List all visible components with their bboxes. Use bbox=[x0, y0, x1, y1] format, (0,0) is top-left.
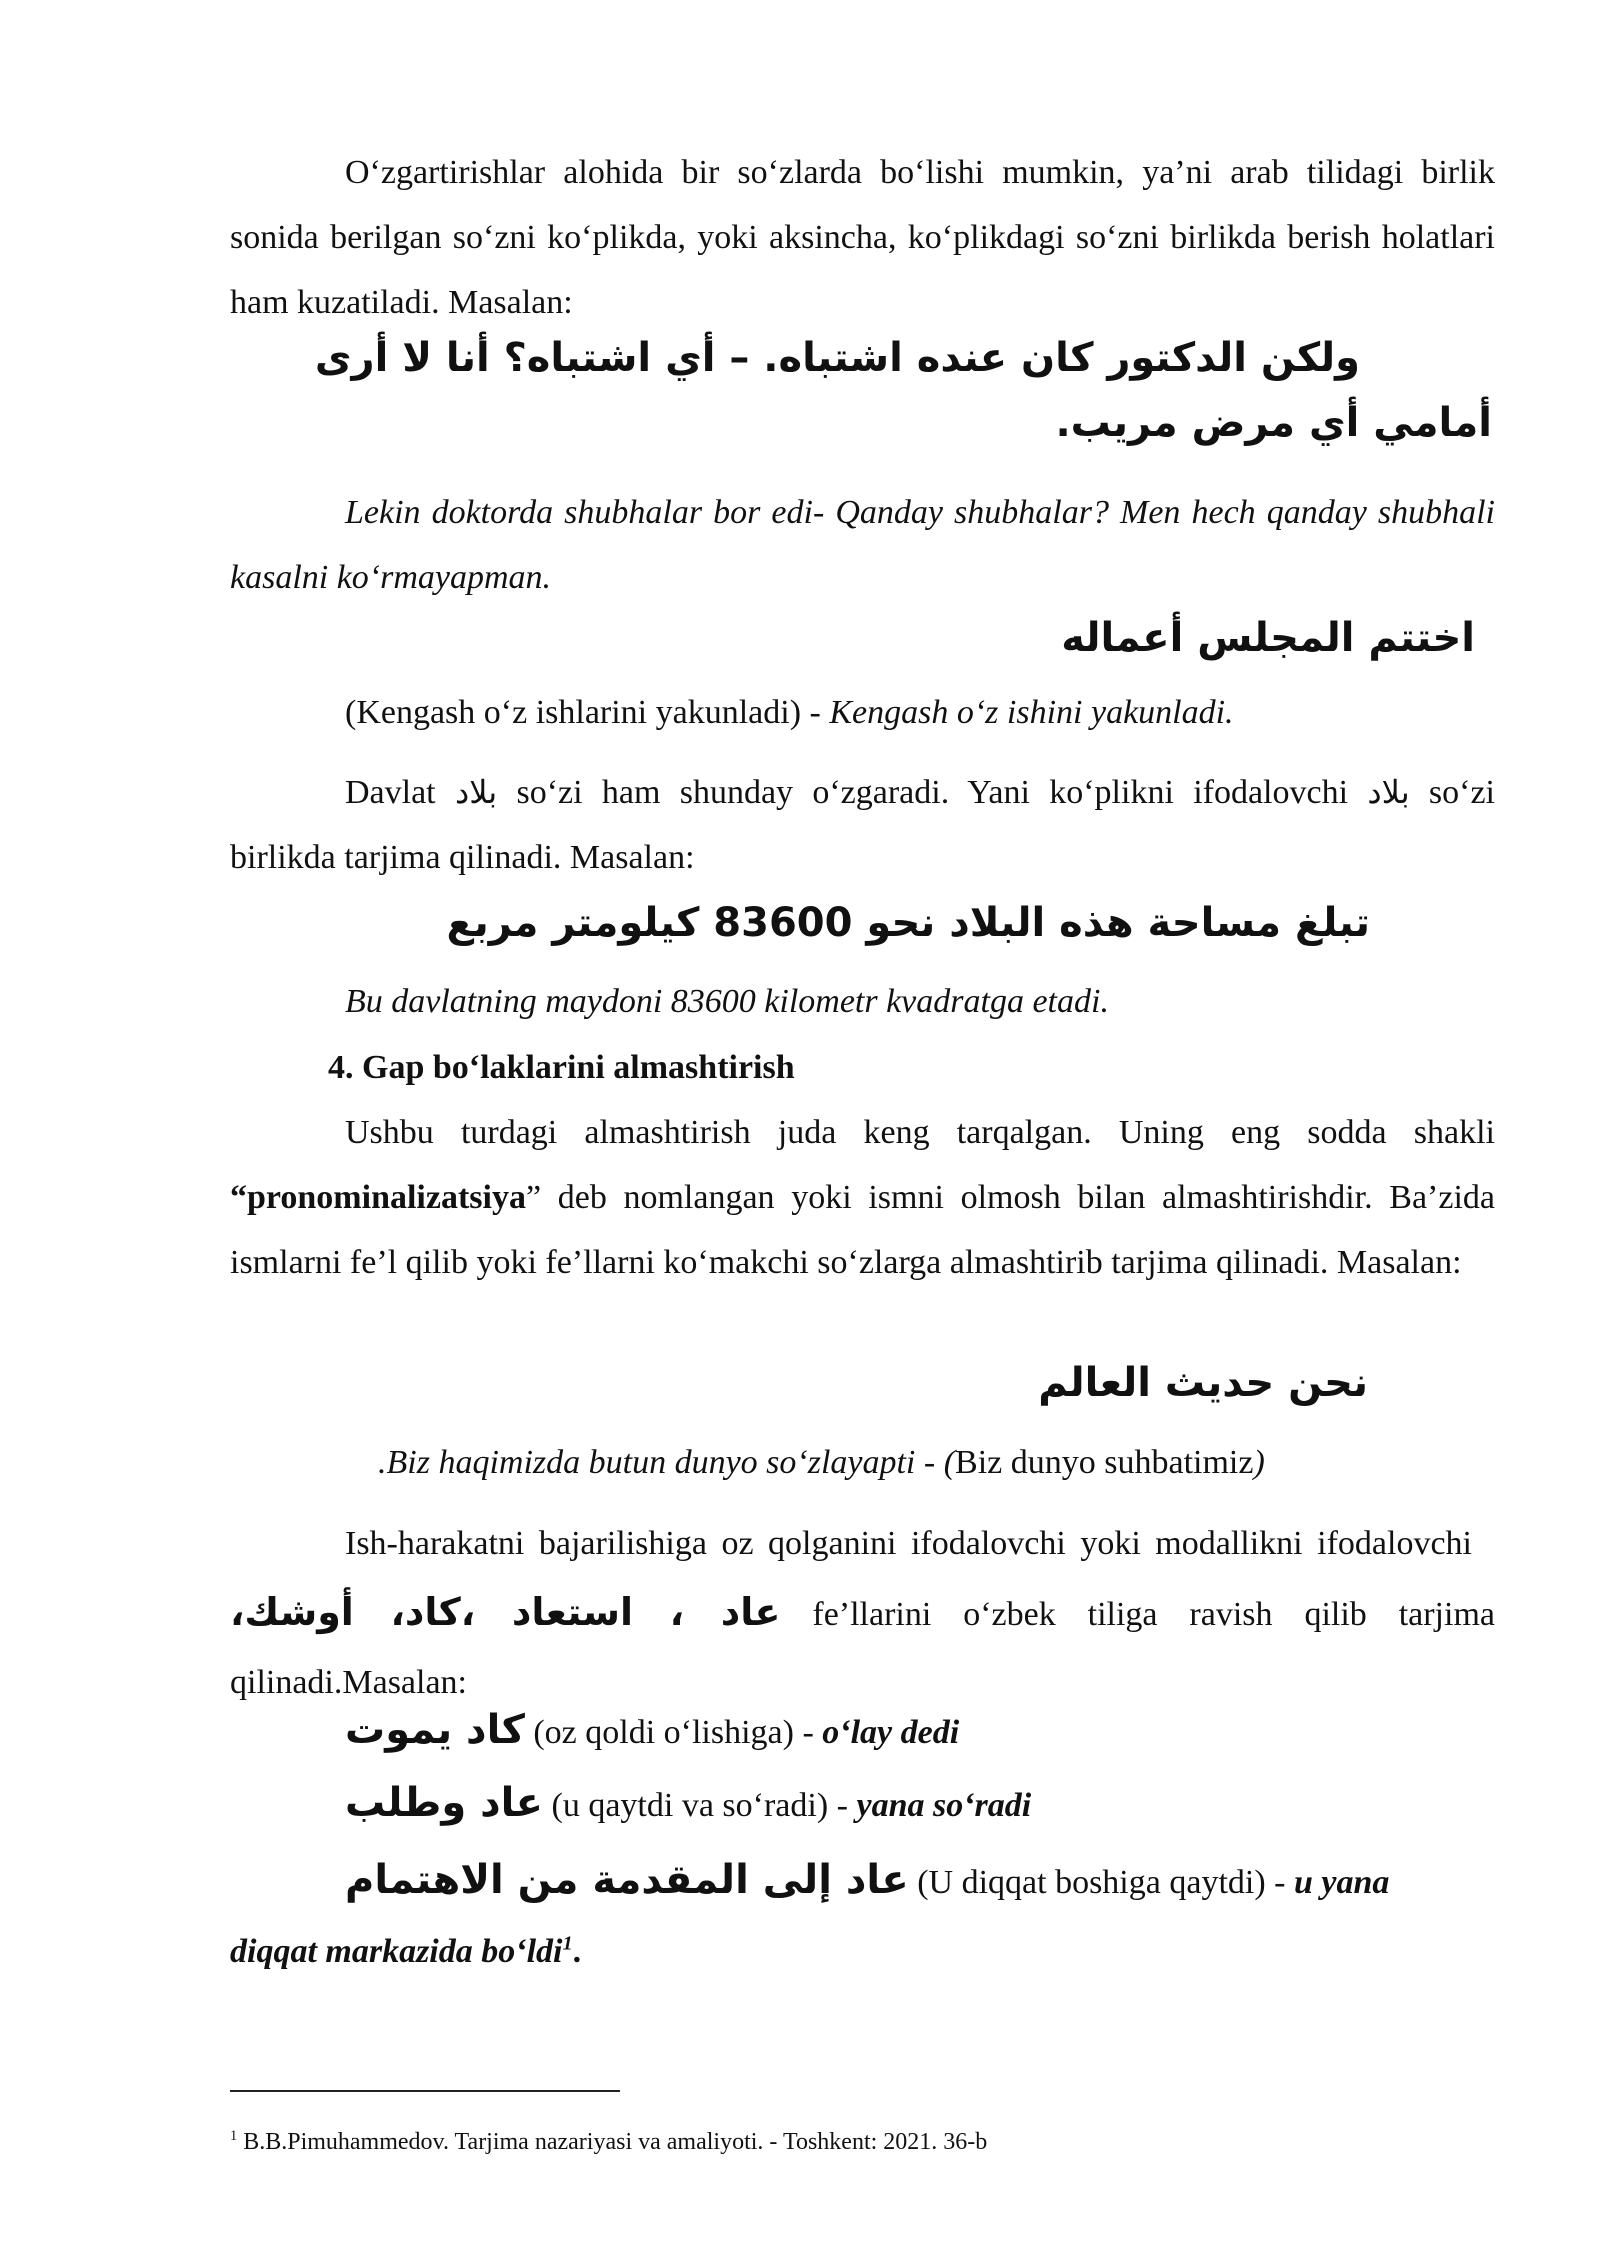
example-c-translation-part-2: diqqat markazida bo‘ldi bbox=[230, 1933, 563, 1970]
paragraph-3 bbox=[230, 760, 1495, 890]
translation-4-paren-open: ( bbox=[943, 1444, 956, 1481]
example-c-line-1 bbox=[345, 1850, 1389, 1913]
translation-4-dash: - bbox=[915, 1444, 944, 1481]
example-c-line-2 bbox=[230, 1922, 581, 1982]
footnote bbox=[230, 2124, 987, 2160]
paragraph-3-part-c: so‘zi birlikda tarjima qilinadi. Masalan: bbox=[230, 774, 1495, 876]
paragraph-4 bbox=[230, 1100, 1495, 1295]
footnote-mark: 1 bbox=[230, 2128, 238, 2144]
paragraph-5-part-b: fe’llarini o‘zbek tiliga ravish qilib tarjima qilinadi.Masalan: bbox=[230, 1596, 1495, 1701]
paragraph-5 bbox=[230, 1510, 1495, 1717]
translation-1 bbox=[230, 480, 1495, 610]
paragraph-3-part-b: so‘zi ham shunday o‘zgaradi. Yani ko‘plikni ifodalovchi bbox=[497, 774, 1368, 811]
section-heading-4-text: 4. Gap bo‘laklarini almashtirish bbox=[328, 1049, 795, 1086]
paragraph-5-arabic: عاد ، استعاد ،كاد، أوشك، bbox=[230, 1590, 781, 1634]
example-a-translation: o‘lay dedi bbox=[822, 1714, 960, 1751]
translation-4-plain: Biz dunyo suhbatimiz bbox=[955, 1444, 1254, 1481]
example-a-plain: (oz qoldi o‘lishiga) - bbox=[524, 1714, 823, 1751]
paragraph-4-part-b: ” deb nomlangan yoki ismni olmosh bilan almashtirishdir. Ba’zida ismlarni fe’l qilib yoki fe’llarni ko‘makchi so‘zlarga almashtirib tarjima qilinadi. Masalan: bbox=[230, 1179, 1495, 1281]
paragraph-3-arabic-b: بلاد bbox=[1367, 773, 1410, 811]
example-c-plain: (U diqqat boshiga qaytdi) - bbox=[908, 1864, 1294, 1901]
arabic-example-1-line-1: ولكن الدكتور كان عنده اشتباه. – أي اشتباه؟ أنا لا أرى bbox=[314, 335, 1360, 381]
example-a-arabic: كاد يموت bbox=[345, 1707, 525, 1753]
example-2-italic: Kengash o‘z ishini yakunladi. bbox=[829, 694, 1234, 731]
arabic-example-4: نحن حديث العالم bbox=[1038, 1360, 1368, 1406]
example-c-translation-part-1: u yana bbox=[1293, 1864, 1390, 1901]
arabic-example-1-line-2: أمامي أي مرض مريب. bbox=[1055, 400, 1492, 446]
example-2-translation bbox=[345, 688, 1234, 738]
arabic-example-2: اختتم المجلس أعماله bbox=[1061, 615, 1475, 661]
example-c-end: . bbox=[572, 1933, 582, 1970]
paragraph-3-part-a: Davlat bbox=[345, 774, 455, 811]
footnote-divider bbox=[230, 2090, 620, 2092]
footnote-reference: 1 bbox=[562, 1932, 573, 1955]
example-b bbox=[345, 1773, 1031, 1836]
example-b-plain: (u qaytdi va so‘radi) - bbox=[543, 1787, 857, 1824]
translation-1-text: Lekin doktorda shubhalar bor edi- Qanday shubhalar? Men hech qanday shubhali kasalni ko‘rmayapman. bbox=[230, 494, 1495, 596]
arabic-example-3: تبلغ مساحة هذه البلاد نحو 83600 كيلومتر مربع bbox=[446, 900, 1370, 946]
example-b-arabic: عاد وطلب bbox=[345, 1780, 544, 1826]
example-b-translation: yana so‘radi bbox=[856, 1787, 1032, 1824]
footnote-text: B.B.Pimuhammedov. Tarjima nazariyasi va amaliyoti. - Toshkent: 2021. 36-b bbox=[237, 2129, 988, 2155]
example-a bbox=[345, 1700, 959, 1763]
translation-3 bbox=[345, 977, 1109, 1027]
example-c-arabic: عاد إلى المقدمة من الاهتمام bbox=[345, 1857, 909, 1903]
example-2-plain: (Kengash o‘z ishlarini yakunladi) - bbox=[345, 694, 830, 731]
translation-4-italic: .Biz haqimizda butun dunyo so‘zlayapti bbox=[378, 1444, 916, 1481]
paragraph-3-arabic-a: بلاد bbox=[454, 773, 498, 811]
section-heading-4 bbox=[328, 1043, 795, 1093]
translation-4 bbox=[378, 1438, 1265, 1488]
paragraph-5-part-a: Ish-harakatni bajarilishiga oz qolganini ifodalovchi yoki modallikni ifodalovchi bbox=[345, 1525, 1487, 1562]
paragraph-1: O‘zgartirishlar alohida bir so‘zlarda bo‘lishi mumkin, ya’ni arab tilidagi birlik sonida berilgan so‘zni ko‘plikda, yoki aksincha, ko‘plikdagi so‘zni birlikda berish holatlari ham kuzatiladi. Masalan: bbox=[230, 154, 1495, 321]
paragraph-4-part-a: Ushbu turdagi almashtirish juda keng tarqalgan. Uning eng sodda shakli bbox=[345, 1114, 1495, 1151]
translation-4-paren-close: ) bbox=[1253, 1444, 1265, 1481]
translation-3-text: Bu davlatning maydoni 83600 kilometr kvadratga etadi. bbox=[345, 983, 1109, 1020]
paragraph-4-bold-term: “pronominalizatsiya bbox=[230, 1179, 526, 1216]
